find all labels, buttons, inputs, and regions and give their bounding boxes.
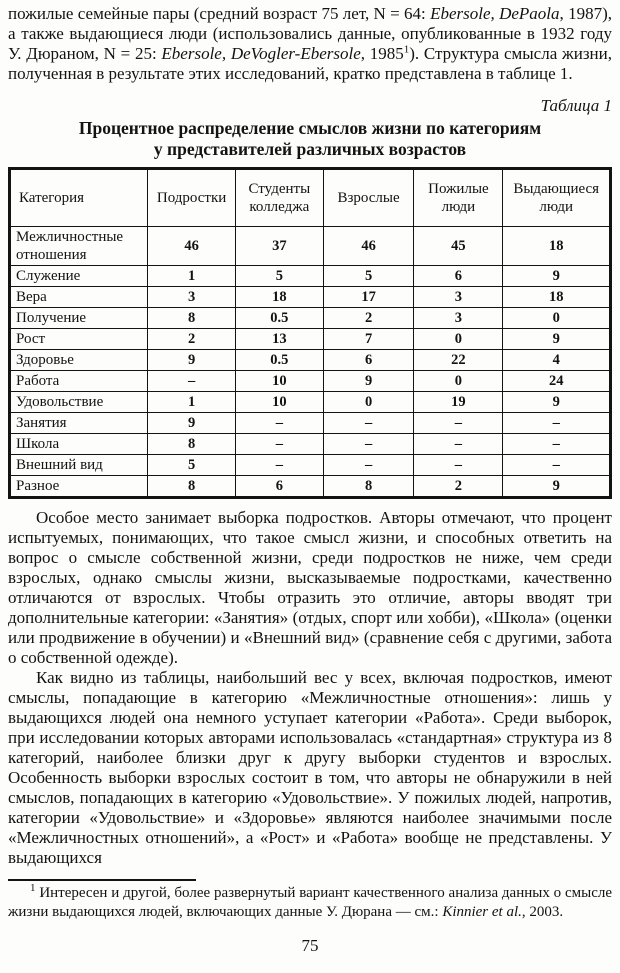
row-category: Рост bbox=[10, 329, 148, 350]
row-category: Удовольствие bbox=[10, 392, 148, 413]
cell-value: 1 bbox=[148, 266, 236, 287]
table-row bbox=[10, 413, 611, 434]
header-eminent: Выдающиеся люди bbox=[503, 169, 611, 227]
cell-value: 6 bbox=[414, 266, 503, 287]
table-row bbox=[10, 227, 611, 266]
cell-value: 9 bbox=[148, 413, 236, 434]
table-title-line1: Процентное распределение смыслов жизни по категориям bbox=[78, 118, 542, 138]
table-row bbox=[10, 455, 611, 476]
footnote-separator bbox=[8, 879, 196, 881]
cell-value: 45 bbox=[414, 227, 503, 266]
cell-value: 0 bbox=[414, 371, 503, 392]
cell-value: 9 bbox=[503, 266, 611, 287]
cell-value: 6 bbox=[323, 350, 414, 371]
paragraph-teens-sample: Особое место занимает выборка подростков. Авторы отмечают, что процент испытуемых, понимающих, что такое смысл жизни, и способных ответить на вопрос о смысле собственной жизни, среди подростков не ниже, чем среди взрослых, однако смыслы жизни, высказываемые подростками, качественно отличаются от взрослых. Чтобы отразить это отличие, авторы вводят три дополнительные категории: «Занятия» (отдых, спорт или хобби), «Школа» (оценки или продвижение в обучении) и «Внешний вид» (сравнение себя с другими, забота о собственной одежде). bbox=[8, 508, 612, 667]
header-category: Категория bbox=[10, 169, 148, 227]
row-category: Здоровье bbox=[10, 350, 148, 371]
table-header bbox=[10, 169, 611, 227]
cell-value: 9 bbox=[503, 329, 611, 350]
header-teens: Подростки bbox=[148, 169, 236, 227]
table-row bbox=[10, 350, 611, 371]
cell-value: 3 bbox=[414, 287, 503, 308]
citation-ebersole-devogler: Ebersole, DeVogler-Ebersole bbox=[161, 44, 361, 63]
cell-value: 0 bbox=[323, 392, 414, 413]
cell-value: 18 bbox=[235, 287, 323, 308]
table-row bbox=[10, 392, 611, 413]
cell-value: 5 bbox=[235, 266, 323, 287]
cell-value: – bbox=[235, 455, 323, 476]
table-title-line2: у представителей различных возрастов bbox=[153, 139, 467, 159]
cell-value: 37 bbox=[235, 227, 323, 266]
cell-value: 19 bbox=[414, 392, 503, 413]
cell-value: 9 bbox=[148, 350, 236, 371]
cell-value: – bbox=[323, 413, 414, 434]
cell-value: 24 bbox=[503, 371, 611, 392]
cell-value: 2 bbox=[414, 476, 503, 498]
cell-value: 8 bbox=[148, 308, 236, 329]
table-row bbox=[10, 266, 611, 287]
table-row bbox=[10, 329, 611, 350]
row-category: Внешний вид bbox=[10, 455, 148, 476]
cell-value: 7 bbox=[323, 329, 414, 350]
intro-text-2: , 1987), а также выдающиеся люди (использовались данные, опубликованные в 1932 году У. Дюраном, N = 25: bbox=[8, 4, 613, 63]
table-body bbox=[10, 227, 611, 498]
cell-value: 1 bbox=[148, 392, 236, 413]
cell-value: 46 bbox=[323, 227, 414, 266]
cell-value: 0.5 bbox=[235, 308, 323, 329]
cell-value: – bbox=[148, 371, 236, 392]
cell-value: 13 bbox=[235, 329, 323, 350]
cell-value: 17 bbox=[323, 287, 414, 308]
table-header-row bbox=[10, 169, 611, 227]
cell-value: 46 bbox=[148, 227, 236, 266]
table-row bbox=[10, 371, 611, 392]
citation-ebersole-depaola: Ebersole, DePaola bbox=[430, 4, 560, 23]
cell-value: – bbox=[323, 455, 414, 476]
intro-text-1: пожилые семейные пары (средний возраст 75 лет, N = 64: bbox=[8, 4, 431, 23]
row-category: Служение bbox=[10, 266, 148, 287]
footnote-reference: 1 bbox=[403, 43, 410, 56]
cell-value: 10 bbox=[235, 371, 323, 392]
cell-value: 3 bbox=[148, 287, 236, 308]
table-row bbox=[10, 287, 611, 308]
intro-text-3: , 1985 bbox=[360, 44, 404, 63]
cell-value: 4 bbox=[503, 350, 611, 371]
cell-value: – bbox=[323, 434, 414, 455]
row-category: Получение bbox=[10, 308, 148, 329]
cell-value: 9 bbox=[503, 476, 611, 498]
cell-value: – bbox=[414, 455, 503, 476]
cell-value: 9 bbox=[323, 371, 414, 392]
paragraph-table-analysis: Как видно из таблицы, наибольший вес у всех, включая подростков, имеют смыслы, попадающие в категорию «Межличностные отношения»: лишь у выдающихся людей она немного уступает категории «Работа». Среди выборок, при исследовании которых авторами использовалась «стандартная» структура из 8 категорий, наиболее близки друг к другу выборки студентов и взрослых. Особенность выборки взрослых состоит в том, что авторы не обнаружили в ней смыслов, попадающих в категорию «Удовольствие». У пожилых людей, напротив, категории «Удовольствие» и «Здоровье» являются наиболее значимыми после «Межличностных отношений», а «Рост» и «Работа» вообще не представлены. У выдающихся bbox=[8, 668, 612, 867]
footnote-text-2: , 2003. bbox=[521, 904, 564, 920]
footnote-text-1: Интересен и другой, более развернутый вариант качественного анализа данных о смысле жизни выдающихся людей, включающих данные У. Дюрана — см.: bbox=[8, 885, 612, 920]
cell-value: 9 bbox=[503, 392, 611, 413]
cell-value: 0 bbox=[414, 329, 503, 350]
table-row bbox=[10, 434, 611, 455]
row-category: Межличностные отношения bbox=[10, 227, 148, 266]
data-table bbox=[8, 167, 612, 499]
cell-value: 18 bbox=[503, 287, 611, 308]
cell-value: 18 bbox=[503, 227, 611, 266]
cell-value: 8 bbox=[148, 476, 236, 498]
cell-value: 8 bbox=[148, 434, 236, 455]
row-category: Разное bbox=[10, 476, 148, 498]
cell-value: – bbox=[503, 413, 611, 434]
cell-value: 2 bbox=[323, 308, 414, 329]
page-number: 75 bbox=[301, 936, 319, 955]
intro-text-4: ). Структура смысла жизни, полученная в результате этих исследований, кратко представлена в таблице 1. bbox=[8, 44, 612, 83]
cell-value: 0 bbox=[503, 308, 611, 329]
cell-value: – bbox=[503, 434, 611, 455]
table-row bbox=[10, 476, 611, 498]
cell-value: 2 bbox=[148, 329, 236, 350]
row-category: Школа bbox=[10, 434, 148, 455]
footnote bbox=[8, 884, 612, 922]
cell-value: 3 bbox=[414, 308, 503, 329]
header-adults: Взрослые bbox=[323, 169, 414, 227]
cell-value: 5 bbox=[323, 266, 414, 287]
row-category: Работа bbox=[10, 371, 148, 392]
row-category: Вера bbox=[10, 287, 148, 308]
table-title bbox=[8, 118, 612, 160]
cell-value: – bbox=[235, 413, 323, 434]
table-label: Таблица 1 bbox=[540, 96, 612, 115]
cell-value: – bbox=[503, 455, 611, 476]
cell-value: 10 bbox=[235, 392, 323, 413]
table-row bbox=[10, 308, 611, 329]
cell-value: 8 bbox=[323, 476, 414, 498]
cell-value: – bbox=[414, 413, 503, 434]
footnote-marker: 1 bbox=[30, 882, 36, 894]
paragraph-intro bbox=[8, 4, 612, 84]
cell-value: 0.5 bbox=[235, 350, 323, 371]
cell-value: 22 bbox=[414, 350, 503, 371]
row-category: Занятия bbox=[10, 413, 148, 434]
header-college-students: Студенты колледжа bbox=[235, 169, 323, 227]
citation-kinnier: Kinnier et al. bbox=[442, 904, 522, 920]
cell-value: 5 bbox=[148, 455, 236, 476]
cell-value: – bbox=[235, 434, 323, 455]
cell-value: 6 bbox=[235, 476, 323, 498]
cell-value: – bbox=[414, 434, 503, 455]
header-elderly: Пожилые люди bbox=[414, 169, 503, 227]
